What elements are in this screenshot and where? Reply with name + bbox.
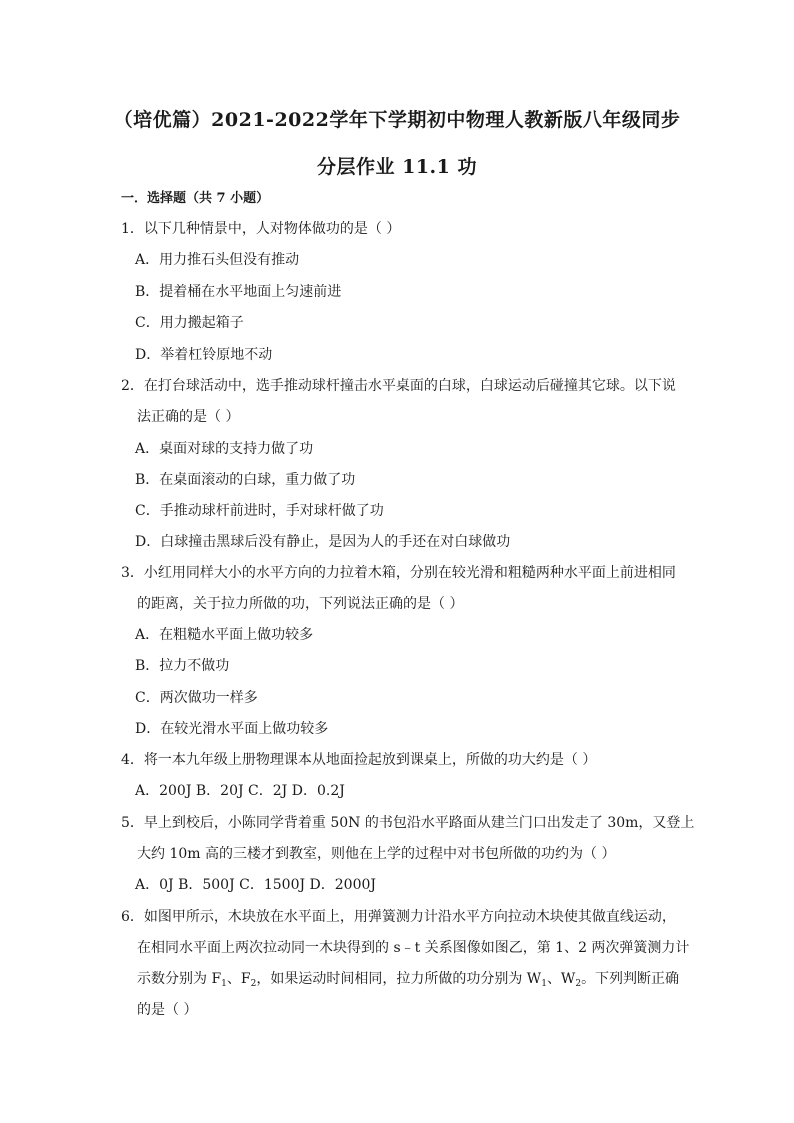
subscript-1: 1 bbox=[541, 979, 547, 989]
document-title-line-2: 分层作业 11.1 功 bbox=[316, 156, 477, 178]
question-3-option-d: D．在较光滑水平面上做功较多 bbox=[135, 721, 329, 737]
document-title-line-1: （培优篇）2021-2022学年下学期初中物理人教新版八年级同步 bbox=[113, 109, 681, 131]
question-2-option-d: D．白球撞击黑球后没有静止，是因为人的手还在对白球做功 bbox=[135, 534, 511, 550]
question-1-option-c: C．用力搬起箱子 bbox=[135, 315, 244, 331]
question-6-line3-part-b: 、F bbox=[226, 971, 251, 987]
question-1-option-a: A．用力推石头但没有推动 bbox=[135, 252, 300, 268]
question-5-stem-line-2: 大约 10m 高的三楼才到教室，则他在上学的过程中对书包所做的功约为（ ） bbox=[137, 846, 616, 862]
question-1-option-d: D．举着杠铃原地不动 bbox=[135, 347, 273, 363]
question-2-stem-line-2: 法正确的是（ ） bbox=[137, 409, 240, 425]
question-6-line3-part-d: 、W bbox=[546, 971, 576, 987]
question-6-stem-line-3 bbox=[137, 968, 679, 989]
question-5-stem-line-1: 5．早上到校后，小陈同学背着重 50N 的书包沿水平路面从建兰门口出发走了 30m，又登上 bbox=[121, 815, 695, 831]
subscript-2: 2 bbox=[250, 979, 257, 989]
question-2-option-a: A．桌面对球的支持力做了功 bbox=[135, 441, 314, 457]
question-3-option-b: B．拉力不做功 bbox=[135, 658, 230, 674]
question-5-options: A．0J B．500J C．1500J D．2000J bbox=[135, 877, 377, 893]
subscript-1: 1 bbox=[221, 979, 227, 989]
question-6-line3-part-c: ，如果运动时间相同，拉力所做的功分别为 W bbox=[256, 971, 542, 987]
question-6-stem-line-4: 的是（ ） bbox=[137, 1002, 198, 1018]
question-2-stem-line-1: 2．在打台球活动中，选手推动球杆撞击水平桌面的白球，白球运动后碰撞其它球。以下说 bbox=[121, 378, 676, 394]
question-6-stem-line-1: 6．如图甲所示，木块放在水平面上，用弹簧测力计沿水平方向拉动木块使其做直线运动， bbox=[121, 909, 676, 925]
question-2-option-c: C．手推动球杆前进时，手对球杆做了功 bbox=[135, 503, 384, 519]
section-heading: 一．选择题（共 7 小题） bbox=[121, 191, 270, 206]
question-2-option-b: B．在桌面滚动的白球，重力做了功 bbox=[135, 472, 356, 488]
question-4-stem: 4．将一本九年级上册物理课本从地面捡起放到课桌上，所做的功大约是（ ） bbox=[121, 752, 597, 768]
question-6-stem-line-2: 在相同水平面上两次拉动同一木块得到的 s﹣t 关系图像如图乙，第 1、2 两次弹簧测力计 bbox=[137, 940, 690, 956]
question-6-line3-part-a: 示数分别为 F bbox=[137, 971, 222, 987]
question-1-stem: 1．以下几种情景中，人对物体做功的是（ ） bbox=[121, 221, 401, 237]
question-3-stem-line-1: 3．小红用同样大小的水平方向的力拉着木箱，分别在较光滑和粗糙两种水平面上前进相同 bbox=[121, 565, 676, 581]
subscript-2: 2 bbox=[575, 979, 582, 989]
question-6-line3-part-e: 。下列判断正确 bbox=[581, 971, 680, 987]
question-3-option-a: A．在粗糙水平面上做功较多 bbox=[135, 627, 314, 643]
question-1-option-b: B．提着桶在水平地面上匀速前进 bbox=[135, 284, 342, 300]
question-3-stem-line-2: 的距离，关于拉力所做的功，下列说法正确的是（ ） bbox=[137, 596, 464, 612]
question-3-option-c: C．两次做功一样多 bbox=[135, 690, 258, 706]
question-4-options: A．200J B．20J C．2J D．0.2J bbox=[135, 783, 345, 799]
